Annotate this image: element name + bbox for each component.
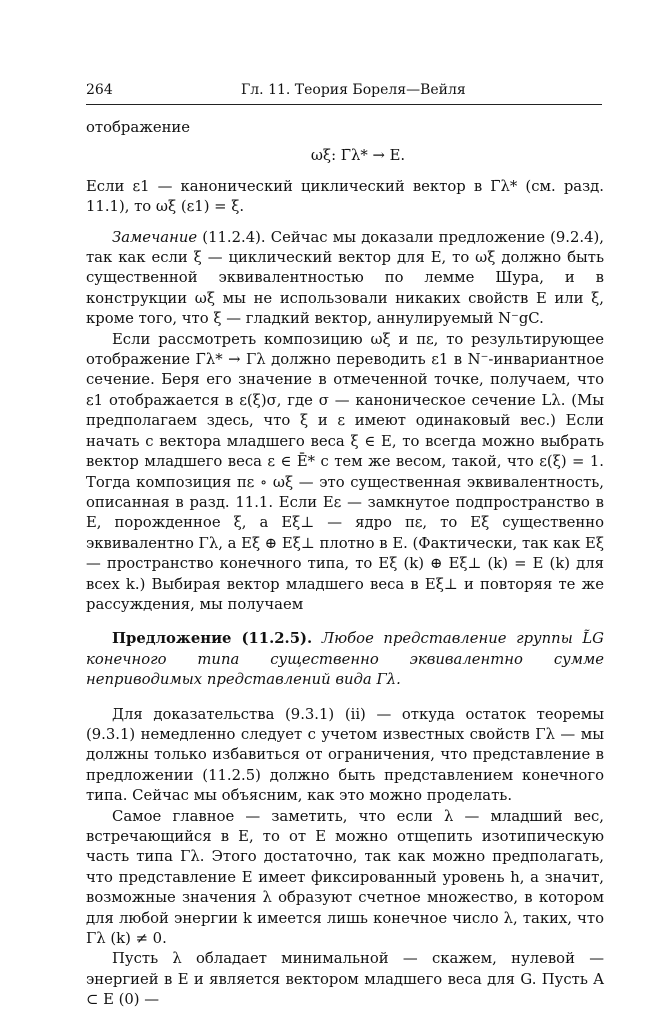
remark-label: Замечание bbox=[112, 228, 198, 246]
remark-text: (11.2.4). Сейчас мы доказали предложение (9.2.4), так как если ξ — циклический вектор для E, то ωξ должно быть существенной эквивалентностью по лемме Шура, и в конструкции ωξ мы не использовали никаких свойств E или ξ, кроме того, что ξ — гладкий вектор, аннулируемый N⁻gC. bbox=[86, 228, 604, 328]
paragraph-2: Если ε1 — канонический циклический вектор в Γ̄λ* (см. разд. 11.1), то ωξ (ε1) = ξ. bbox=[86, 177, 604, 216]
paragraph-4: Для доказательства (9.3.1) (ii) — откуда остаток теоремы (9.3.1) немедленно следует с учетом известных свойств Γλ — мы должны только избавиться от ограничения, что представление в предложении (11.2.5) должно быть представлением конечного типа. Сейчас мы объясним, как это можно проделать. bbox=[86, 705, 604, 805]
paragraph-1: отображение bbox=[86, 119, 191, 136]
page-number: 264 bbox=[86, 82, 113, 98]
paragraph-5: Самое главное — заметить, что если λ — младший вес, встречающийся в E, то от E можно отщепить изотипическую часть типа Γλ. Этого достаточно, так как можно предполагать, что представление E имеет фиксированный уровень h, а значит, возможные значения λ образуют счетное множество, в котором для любой энергии k имеется лишь конечное число λ, таких, что Γλ (k) ≠ 0. bbox=[86, 807, 604, 948]
paragraph-3: Если рассмотреть композицию ωξ и πε, то результирующее отображение Γ̄λ* → Γλ должно переводить ε1 в N⁻-инвариантное сечение. Беря его значение в отмеченной точке, получаем, что ε1 отображается в ε(ξ)σ, где σ — каноническое сечение Lλ. (Мы предполагаем здесь, что ξ и ε имеют одинаковый вес.) Если начать с вектора младшего веса ξ ∈ E, то всегда можно выбрать вектор младшего веса ε ∈ Ē* с тем же весом, такой, что ε(ξ) = 1. Тогда композиция πε ∘ ωξ — это существенная эквивалентность, описанная в разд. 11.1. Если Eε — замкнутое подпространство в E, порожденное ξ, а Eξ⊥ — ядро πε, то Eξ существенно эквивалентно Γλ, а Eξ ⊕ Eξ⊥ плотно в E. (Фактически, так как Eξ — пространство конечного типа, то Eξ (k) ⊕ Eξ⊥ (k) = E (k) для всех k.) Выбирая вектор младшего веса в Eξ⊥ и повторяя те же рассуждения, мы получаем bbox=[86, 330, 604, 613]
paragraph-6: Пусть λ обладает минимальной — скажем, нулевой — энергией в E и является вектором младшего веса для G. Пусть A ⊂ E (0) — bbox=[86, 950, 604, 1009]
running-title: Гл. 11. Теория Бореля—Вейля bbox=[241, 82, 466, 98]
proposition-title: Предложение (11.2.5). bbox=[112, 630, 313, 648]
proposition-text: Любое представление группы L̃G конечного типа существенно эквивалентно сумме неприводимых представлений вида Γλ. bbox=[86, 630, 604, 689]
header-rule bbox=[86, 104, 602, 105]
remark bbox=[86, 228, 604, 330]
formula-1: ωξ: Γ̄λ* → E. bbox=[310, 147, 406, 165]
main-text bbox=[86, 118, 604, 1011]
proposition bbox=[86, 629, 604, 690]
